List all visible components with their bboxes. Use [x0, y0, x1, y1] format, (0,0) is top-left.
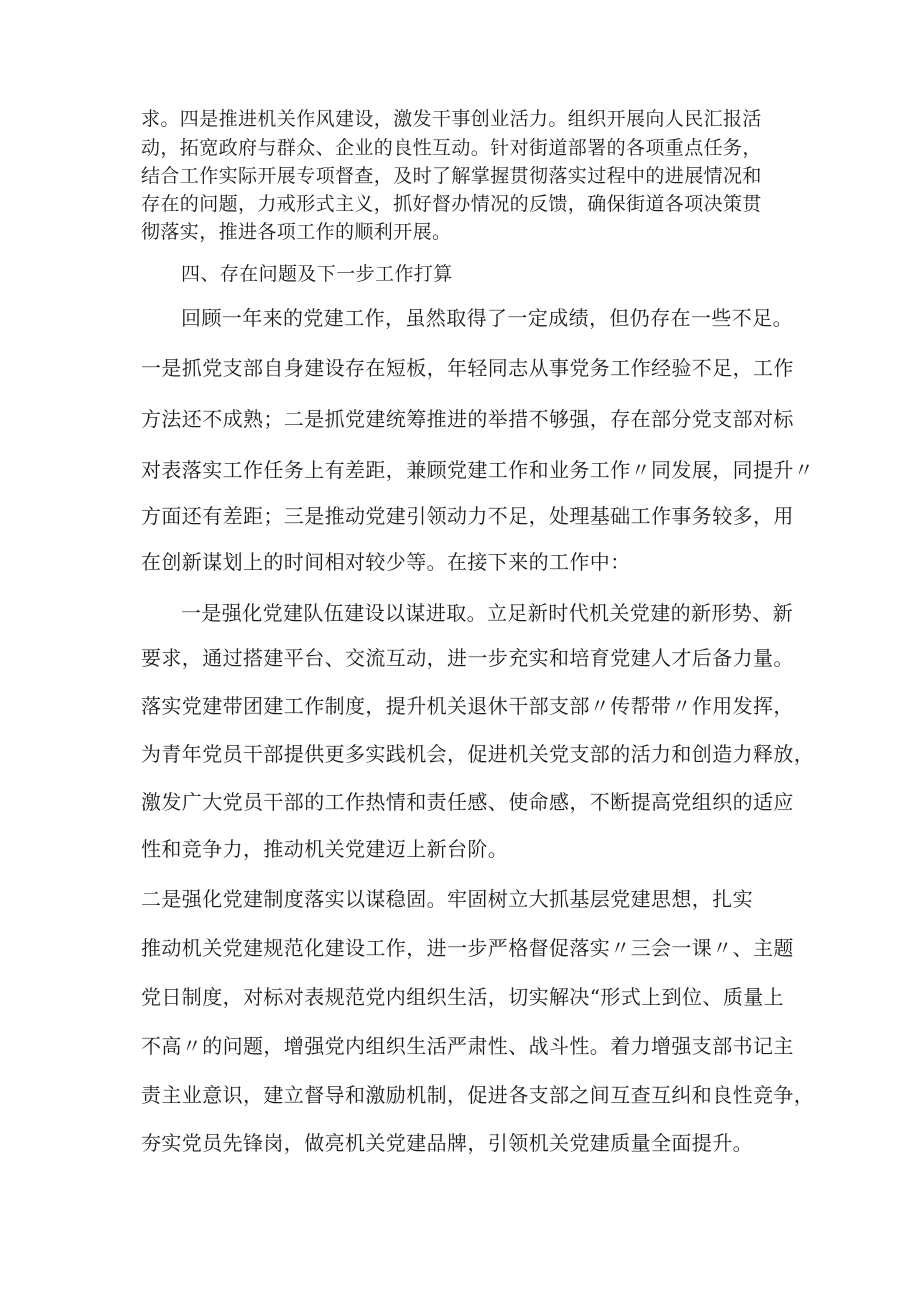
paragraph-line: 求。四是推进机关作风建设，激发干事创业活力。组织开展向人民汇报活 [141, 108, 762, 130]
paragraph-line: 对表落实工作任务上有差距，兼顾党建工作和业务工作〃同发展，同提升〃 [141, 458, 815, 482]
paragraph-line: 落实党建带团建工作制度，提升机关退休干部支部〃传帮带〃作用发挥， [141, 694, 794, 718]
paragraph-line: 激发广大党员干部的工作热情和责任感、使命感，不断提高党组织的适应 [141, 790, 794, 814]
paragraph-line: 一是抓党支部自身建设存在短板，年轻同志从事党务工作经验不足，工作 [141, 356, 794, 380]
paragraph-line: 二是强化党建制度落实以谋稳固。牢固树立大抓基层党建思想，扎实 [141, 887, 753, 911]
paragraph-line: 彻落实，推进各项工作的顺利开展。 [141, 221, 452, 243]
paragraph-line: 责主业意识，建立督导和激励机制，促进各支部之间互查互纠和良性竞争， [141, 1083, 815, 1107]
paragraph-line: 性和竞争力，推动机关党建迈上新台阶。 [141, 837, 509, 861]
paragraph-line: 党日制度，对标对表规范党内组织生活，切实解决“形式上到位、质量上 [141, 985, 785, 1009]
paragraph-line: 方面还有差距；三是推动党建引领动力不足，处理基础工作事务较多，用 [141, 504, 794, 528]
paragraph-line: 推动机关党建规范化建设工作，进一步严格督促落实〃三会一课〃、主题 [141, 936, 794, 960]
paragraph-line: 存在的问题，力戒形式主义，抓好督办情况的反馈，确保街道各项决策贯 [141, 193, 762, 215]
paragraph-line: 结合工作实际开展专项督查，及时了解掌握贯彻落实过程中的进展情况和 [141, 165, 762, 187]
paragraph-line: 为青年党员干部提供更多实践机会，促进机关党支部的活力和创造力释放， [141, 742, 815, 766]
paragraph-line: 一是强化党建队伍建设以谋进取。立足新时代机关党建的新形势、新 [181, 601, 793, 625]
paragraph-line: 回顾一年来的党建工作，虽然取得了一定成绩，但仍存在一些不足。 [181, 306, 793, 330]
paragraph-line: 动，拓宽政府与群众、企业的良性互动。针对街道部署的各项重点任务， [141, 137, 762, 159]
paragraph-line: 夯实党员先锋岗，做亮机关党建品牌，引领机关党建质量全面提升。 [141, 1131, 753, 1155]
paragraph-line: 要求，通过搭建平台、交流互动，进一步充实和培育党建人才后备力量。 [141, 646, 794, 670]
paragraph-line: 方法还不成熟；二是抓党建统筹推进的举措不够强，存在部分党支部对标 [141, 407, 794, 431]
section-heading: 四、存在问题及下一步工作打算 [181, 263, 453, 285]
paragraph-line: 在创新谋划上的时间相对较少等。在接下来的工作中： [141, 550, 631, 574]
paragraph-line: 不高〃的问题，增强党内组织生活严肃性、战斗性。着力增强支部书记主 [141, 1034, 794, 1058]
